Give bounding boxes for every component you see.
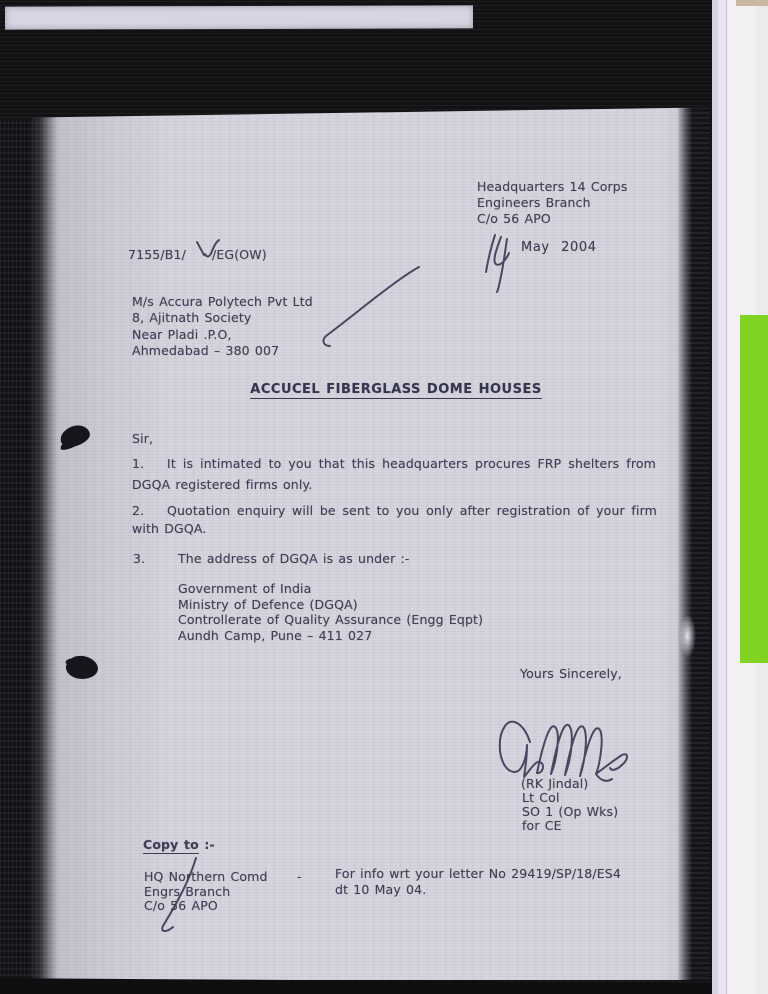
dgqa-address-line-3: Controllerate of Quality Assurance (Engg Eqpt) xyxy=(178,612,484,627)
top-page-sliver xyxy=(5,5,473,29)
sender-line-2: Engineers Branch xyxy=(477,195,591,210)
reference-suffix: /EG(OW) xyxy=(211,247,267,262)
signatory-rank: Lt Col xyxy=(522,790,560,805)
copy-to-info-line-2: dt 10 May 04. xyxy=(335,882,427,897)
copy-to-addressee-line-2: Engrs Branch xyxy=(144,884,231,899)
sender-line-3: C/o 56 APO xyxy=(477,211,551,226)
letter-paper xyxy=(30,107,702,980)
copy-to-addressee-line-1: HQ Northern Comd xyxy=(144,869,268,884)
para-2-number: 2. xyxy=(132,503,145,518)
subject-text: ACCUCEL FIBERGLASS DOME HOUSES xyxy=(250,382,542,397)
para-1-number: 1. xyxy=(132,456,145,471)
copy-to-info-line-1: For info wrt your letter No 29419/SP/18/ES4 xyxy=(335,866,621,881)
scan-speck xyxy=(679,614,696,658)
signatory-appointment: SO 1 (Op Wks) xyxy=(522,804,619,819)
left-scan-shadow-band xyxy=(0,0,58,994)
signatory-for: for CE xyxy=(522,818,562,833)
para-3-number: 3. xyxy=(133,551,146,566)
green-bookmark xyxy=(740,315,768,663)
closing: Yours Sincerely, xyxy=(520,666,622,681)
copy-to-dash: - xyxy=(297,869,302,884)
copy-to-label: Copy to xyxy=(143,837,199,852)
copy-to-addressee-line-3: C/o 56 APO xyxy=(144,898,218,913)
para-2-line-2: with DGQA. xyxy=(132,521,207,536)
signatory-name: (RK Jindal) xyxy=(521,776,589,791)
para-1-line-1: It is intimated to you that this headquarters procures FRP shelters from xyxy=(167,456,656,471)
para-3-line-1: The address of DGQA is as under :- xyxy=(178,551,410,566)
dgqa-address-line-1: Government of India xyxy=(178,581,312,596)
salutation: Sir, xyxy=(132,431,154,446)
subject-heading xyxy=(240,382,552,397)
copy-to-punctuation: :- xyxy=(198,837,215,852)
recipient-line-4: Ahmedabad – 380 007 xyxy=(132,343,280,358)
recipient-line-1: M/s Accura Polytech Pvt Ltd xyxy=(132,294,313,309)
reference-prefix: 7155/B1/ xyxy=(128,247,186,262)
recipient-line-3: Near Pladi .P.O, xyxy=(132,327,232,342)
right-scan-shadow-band xyxy=(678,0,710,994)
dgqa-address-line-4: Aundh Camp, Pune – 411 027 xyxy=(178,628,373,643)
page-edge-tan-sliver xyxy=(736,0,768,6)
page-edge-line xyxy=(726,0,727,994)
para-1-line-2: DGQA registered firms only. xyxy=(132,477,313,492)
dgqa-address-line-2: Ministry of Defence (DGQA) xyxy=(178,597,358,612)
date-text: May 2004 xyxy=(521,240,597,255)
para-2-line-1: Quotation enquiry will be sent to you only after registration of your firm xyxy=(167,503,657,518)
sender-line-1: Headquarters 14 Corps xyxy=(477,179,628,194)
recipient-line-2: 8, Ajitnath Society xyxy=(132,310,252,325)
copy-to-heading xyxy=(143,837,215,852)
reference-number xyxy=(128,247,267,262)
